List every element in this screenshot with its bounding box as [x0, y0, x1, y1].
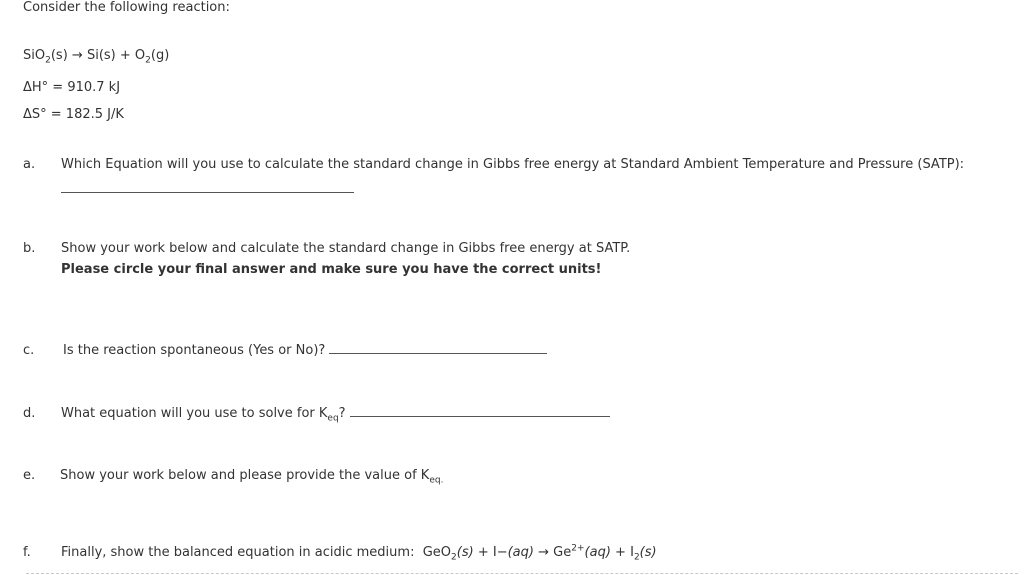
f-plus-1: +: [477, 545, 489, 560]
answer-line-a[interactable]: [61, 192, 354, 193]
entropy-value: ΔS° = 182.5 J/K: [23, 107, 124, 122]
iodine-formula: I: [630, 545, 634, 560]
question-b-letter: b.: [23, 241, 36, 256]
reactant: SiO: [23, 48, 46, 63]
ge-ion-formula: Ge: [553, 545, 572, 560]
question-f: [61, 543, 657, 563]
question-e: [60, 468, 444, 486]
question-c-letter: c.: [23, 343, 35, 358]
question-d-tail: ?: [338, 406, 346, 421]
answer-line-c[interactable]: [329, 353, 547, 354]
question-e-text: Show your work below and please provide the value of K: [60, 468, 430, 483]
question-c: [63, 343, 547, 358]
question-b-text: Show your work below and calculate the standard change in Gibbs free energy at SATP.: [61, 241, 631, 256]
keq-subscript-d: eq: [327, 413, 339, 424]
answer-line-d[interactable]: [350, 416, 610, 417]
plus-sign: +: [119, 48, 131, 63]
iodine-subscript: 2: [633, 552, 640, 563]
question-e-letter: e.: [23, 468, 36, 483]
oxygen-state: (g): [150, 48, 170, 63]
question-a-letter: a.: [23, 157, 36, 172]
question-f-letter: f.: [23, 545, 31, 560]
intro-text: Consider the following reaction:: [23, 0, 230, 15]
keq-subscript-e: eq.: [429, 475, 444, 486]
question-b-note: Please circle your final answer and make sure you have the correct units!: [61, 262, 602, 277]
ge-ion-state: (aq): [584, 545, 611, 560]
question-d: [61, 406, 610, 424]
question-d-letter: d.: [23, 406, 36, 421]
question-f-text: Finally, show the balanced equation in acidic medium:: [61, 545, 415, 560]
question-c-text: Is the reaction spontaneous (Yes or No)?: [63, 343, 326, 358]
enthalpy-value: ΔH° = 910.7 kJ: [23, 80, 121, 95]
iodide-state: (aq): [507, 545, 534, 560]
geo2-subscript: 2: [451, 552, 457, 563]
geo2-state: (s): [456, 545, 474, 560]
oxygen-subscript: 2: [145, 55, 151, 66]
reaction-equation: [23, 48, 170, 66]
product-oxygen: O: [134, 48, 146, 63]
product-si: Si(s): [86, 48, 116, 63]
reaction-arrow: →: [71, 48, 83, 63]
f-arrow: →: [538, 545, 550, 560]
ge-ion-charge: 2+: [571, 543, 585, 554]
reactant-state: (s): [50, 48, 68, 63]
question-d-text: What equation will you use to solve for K: [61, 406, 328, 421]
reactant-subscript: 2: [45, 55, 51, 66]
iodide-formula: I−: [492, 545, 508, 560]
page-break-divider: [26, 573, 1018, 574]
geo2-formula: GeO: [422, 545, 452, 560]
f-plus-2: +: [615, 545, 626, 560]
iodine-state: (s): [639, 545, 657, 560]
question-a-text: Which Equation will you use to calculate the standard change in Gibbs free energy at Standard Ambient Temperature and Pressure (SATP):: [61, 157, 965, 172]
